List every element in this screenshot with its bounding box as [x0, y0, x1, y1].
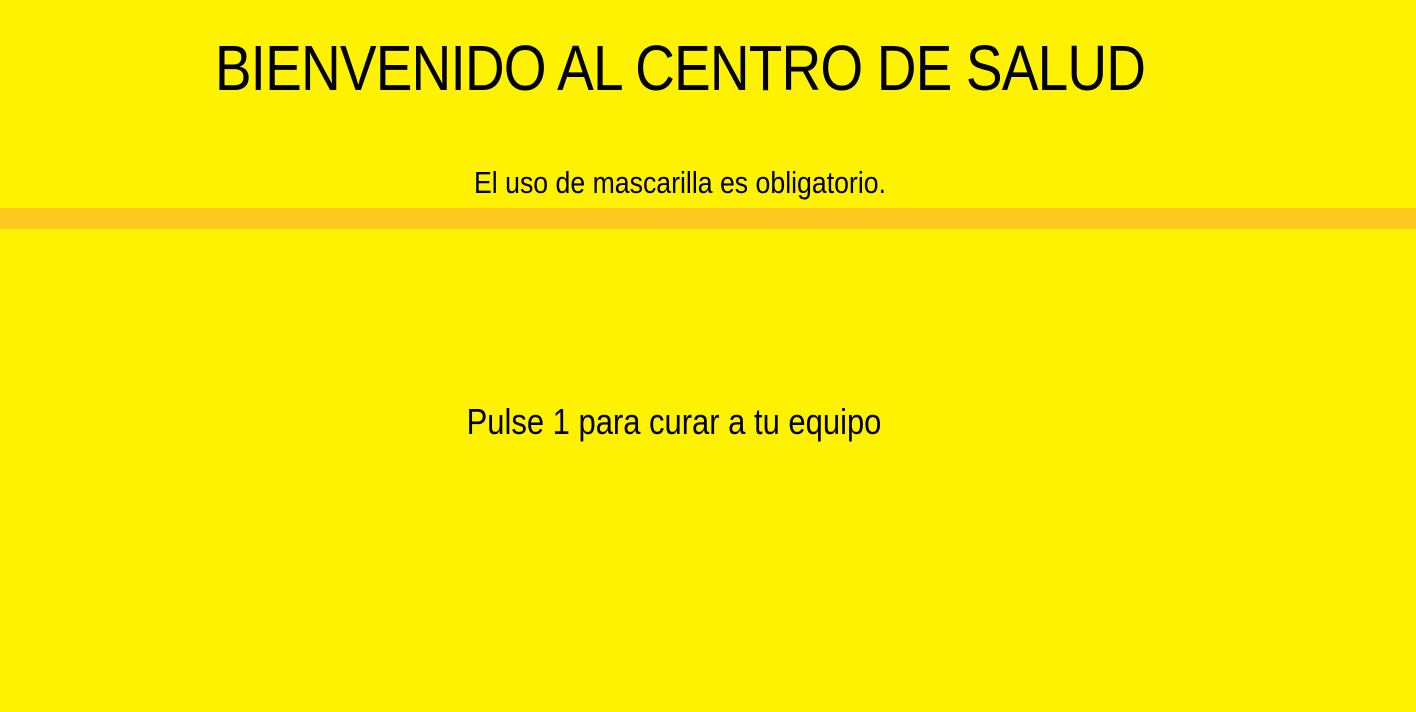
welcome-title: BIENVENIDO AL CENTRO DE SALUD — [214, 32, 1146, 104]
heal-team-prompt: Pulse 1 para curar a tu equipo — [466, 401, 882, 442]
header-divider — [0, 208, 1416, 229]
mask-notice: El uso de mascarilla es obligatorio. — [474, 165, 886, 200]
